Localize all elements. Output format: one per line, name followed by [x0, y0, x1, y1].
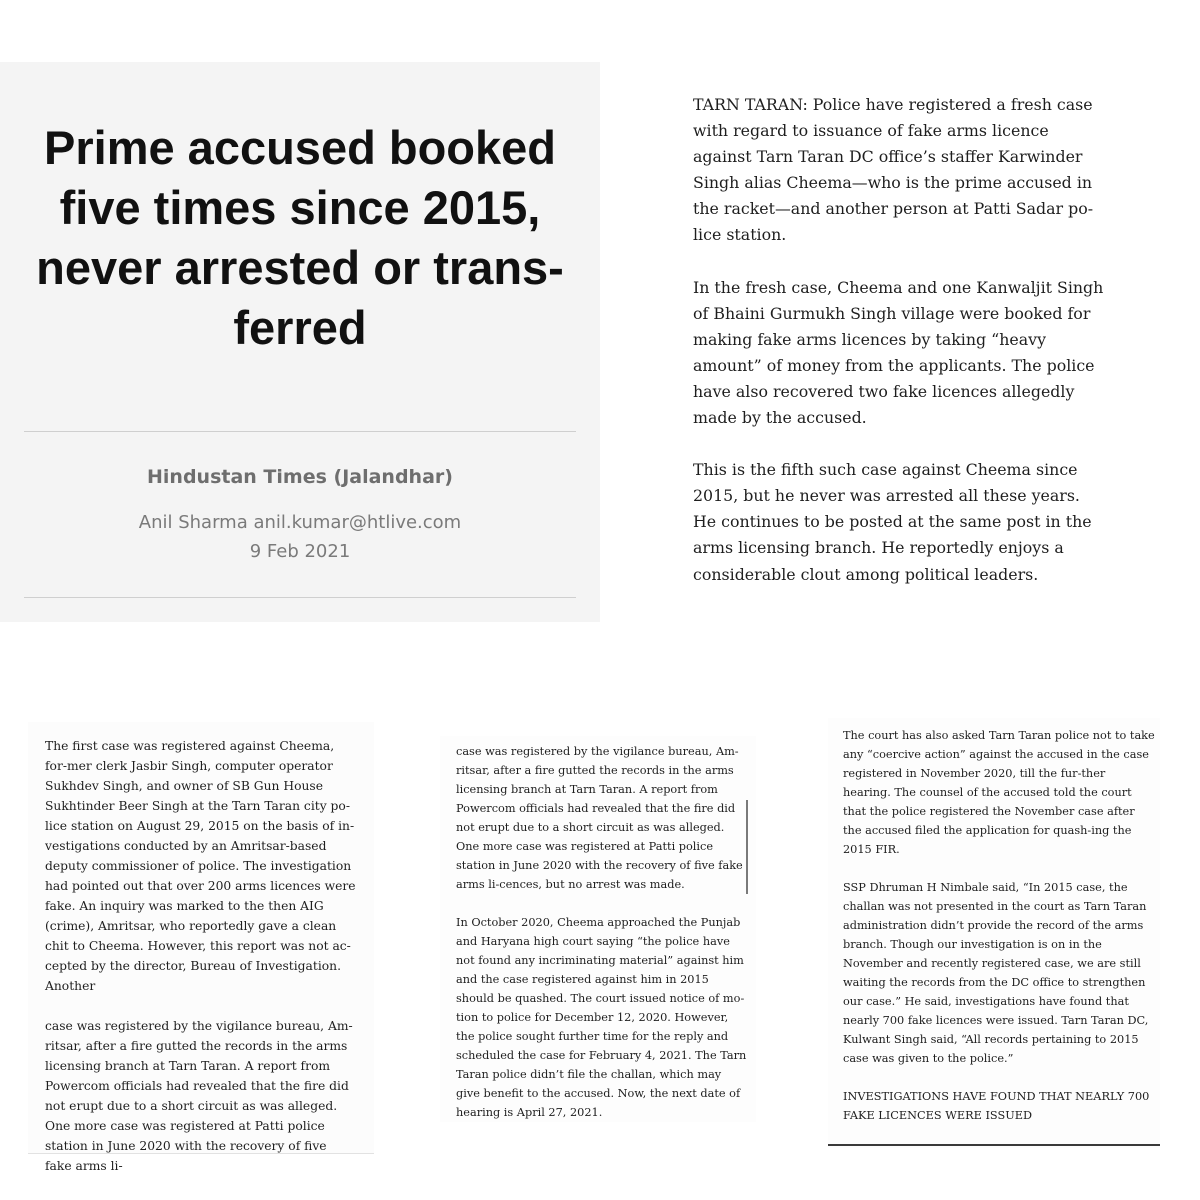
lede-text: [693, 92, 1108, 614]
article-lede-card: [640, 62, 1200, 622]
divider-bottom: [24, 597, 576, 598]
column-3-bottom-rule: [828, 1144, 1160, 1146]
column-paragraph: case was registered by the vigilance bureau, Am-ritsar, after a fire gutted the records in the arms licensing branch at Tarn Taran. A report from Powercom officials had revealed that the fire did not erupt due to a short circuit as was alleged. One more case was registered at Patti police station in June 2020 with the recovery of five fake arms li-: [45, 1019, 353, 1173]
article-column-1: [28, 722, 374, 1173]
column-1-bottom-rule: [28, 1153, 374, 1154]
column-paragraph: In October 2020, Cheema approached the Punjab and Haryana high court saying “the police have not found any incriminating material” against him and the case registered against him in 2015 should be quashed. The court issued notice of mo-tion to police for December 12, 2020. However, the police sought further time for the reply and scheduled the case for February 4, 2021. The Tarn Taran police didn’t file the challan, which may give benefit to the accused. Now, the next date of hearing is April 27, 2021.: [456, 916, 747, 1119]
article-column-3: [828, 718, 1160, 1148]
byline: [0, 508, 600, 566]
column-3-text: [843, 726, 1155, 1144]
column-2-text: [456, 742, 748, 1141]
pull-quote: INVESTIGATIONS HAVE FOUND THAT NEARLY 700 FAKE LICENCES WERE ISSUED: [843, 1090, 1150, 1122]
column-1-text: [45, 736, 357, 1196]
article-headline: Prime accused booked five times since 2015, never arrested or trans-ferred: [36, 121, 564, 354]
lede-paragraph: This is the fifth such case against Cheema since 2015, but he never was arrested all these years. He continues to be posted at the same post in the arms licensing branch. He reportedly enjoys a considerable clout among political leaders.: [693, 460, 1092, 584]
publish-date: 9 Feb 2021: [249, 541, 351, 562]
lede-paragraph: In the fresh case, Cheema and one Kanwaljit Singh of Bhaini Gurmukh Singh village were booked for making fake arms licences by taking “heavy amount” of money from the applicants. The police have also recovered two fake licences allegedly made by the accused.: [693, 277, 1104, 428]
column-paragraph: SSP Dhruman H Nimbale said, “In 2015 case, the challan was not presented in the court as Tarn Taran administration didn’t provide the record of the arms branch. Though our investigation is on in the November and recently registered case, we are still waiting the records from the DC office to strengthen our case.” He said, investigations have found that nearly 700 fake licences were issued. Tarn Taran DC, Kulwant Singh said, “All records pertaining to 2015 case was given to the police.”: [843, 881, 1149, 1065]
article-column-2: [440, 736, 756, 1122]
column-2-margin-bar: [746, 800, 748, 894]
column-paragraph: The court has also asked Tarn Taran police not to take any “coercive action” against the accused in the case registered in November 2020, till the fur-ther hearing. The counsel of the accused told the court that the police registered the November case after the accused filed the application for quash-ing the 2015 FIR.: [843, 729, 1155, 856]
author-line: Anil Sharma anil.kumar@htlive.com: [138, 512, 462, 533]
column-paragraph: case was registered by the vigilance bureau, Am-ritsar, after a fire gutted the records in the arms licensing branch at Tarn Taran. A report from Powercom officials had revealed that the fire did not erupt due to a short circuit as was alleged. One more case was registered at Patti police station in June 2020 with the recovery of five fake arms li-cences, but no arrest was made.: [456, 745, 743, 891]
lede-paragraph: TARN TARAN: Police have registered a fresh case with regard to issuance of fake arms licence against Tarn Taran DC office’s staffer Karwinder Singh alias Cheema—who is the prime accused in the racket—and another person at Patti Sadar po-lice station.: [693, 95, 1094, 245]
publication-name: Hindustan Times (Jalandhar): [147, 466, 453, 488]
headline-card: [0, 62, 600, 622]
divider-top: [24, 431, 576, 432]
column-paragraph: The first case was registered against Cheema, for-mer clerk Jasbir Singh, computer operator Sukhdev Singh, and owner of SB Gun House Sukhtinder Beer Singh at the Tarn Taran city po-lice station on August 29, 2015 on the basis of in-vestigations conducted by an Amritsar-based deputy commissioner of police. The investigation had pointed out that over 200 arms licences were fake. An inquiry was marked to the then AIG (crime), Amritsar, who reportedly gave a clean chit to Cheema. However, this report was not ac-cepted by the director, Bureau of Investigation. Another: [45, 739, 356, 993]
